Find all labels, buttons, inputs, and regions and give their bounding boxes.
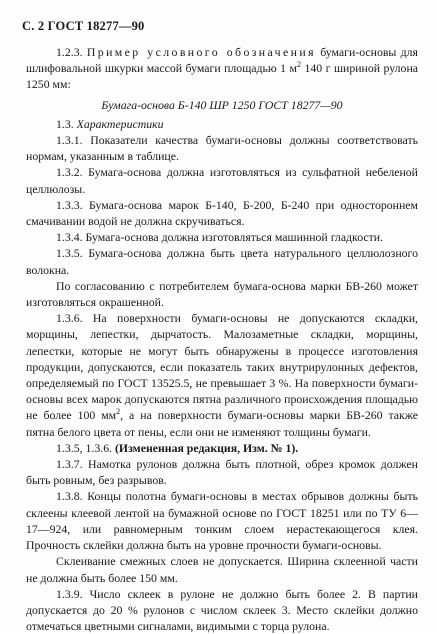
document-body <box>26 44 418 634</box>
superscript: 2 <box>297 60 302 70</box>
section-number: 1.3. <box>56 116 74 131</box>
paragraph-text: бумаги-основы для шлифовальной шкурки массой бумаги площадью 1 м <box>26 45 418 76</box>
designation-example: Бумага-основа Б-140 ШР 1250 ГОСТ 18277—90 <box>101 97 343 112</box>
revision-note <box>26 440 418 456</box>
paragraph-1-3-4: 1.3.4. Бумага-основа должна изготовляться машинной гладкости. <box>56 230 384 245</box>
paragraph-1-3-7: 1.3.7. Намотка рулонов должна быть плотной, обрез кромок должен быть ровным, без разрывов. <box>26 457 418 488</box>
clause-number: 1.3.5, 1.3.6. <box>56 440 113 455</box>
section-heading-1-3 <box>26 116 418 132</box>
paragraph-1-3-8-note: Склеивание смежных слоев не допускается. Ширина склеенной части не должна быть более 150 мм. <box>26 554 418 585</box>
clause-number: 1.2.3. <box>56 45 83 59</box>
revision-text: (Измененная редакция, Изм. № 1). <box>115 440 299 455</box>
paragraph-1-3-8: 1.3.8. Концы полотна бумаги-основы в местах обрывов должны быть склеены клеевой лентой на бумажной основе по ГОСТ 18251 или по ТУ 6—17—924, или равномерным тонким слоем нерастекающегося клея. Прочность склейки должна быть на уровне прочности бумаги-основы. <box>26 489 418 553</box>
paragraph-1-3-5: 1.3.5. Бумага-основа должна быть цвета натурального целлюлозного волокна. <box>26 246 418 277</box>
paragraph-text: , а на поверхности бумаги-основы марки БВ-260 также пятна белого цвета от пены, если они не изменяют толщины бумаги. <box>26 408 418 439</box>
paragraph-1-2-3 <box>26 44 418 93</box>
example-heading: Пример условного обозначения <box>86 45 316 59</box>
page-header: С. 2 ГОСТ 18277—90 <box>22 19 145 33</box>
section-title: Характеристики <box>76 116 164 131</box>
paragraph-text: 140 г шириной рулона 1250 мм: <box>26 61 418 92</box>
paragraph-1-3-9: 1.3.9. Число склеек в рулоне не должно быть более 2. В партии допускается до 20 % рулонов с числом склеек 3. Место склейки должно отмечаться цветными сигналами, видимыми с торца рулона. <box>26 586 418 634</box>
paragraph-1-3-3: 1.3.3. Бумага-основа марок Б-140, Б-200, Б-240 при одностороннем смачивании водой не должна скручиваться. <box>26 197 418 229</box>
superscript: 2 <box>116 407 121 417</box>
paragraph-text: 1.3.6. На поверхности бумаги-основы не допускаются складки, морщины, лепестки, дырчатость. Малозаметные складки, морщины, лепестки, которые не могут быть обнаружены в процессе изготовления продукции, допускаются, если показатель таких внутрирулонных дефектов, определяемый по ГОСТ 13525.5, не превышает 3 %. На поверхности бумаги-основы всех марок допускаются пятна различного происхождения площадью не более 100 мм <box>26 311 418 423</box>
paragraph-1-3-2: 1.3.2. Бумага-основа должна изготовляться из сульфатной небеленой целлюлозы. <box>26 165 418 196</box>
paragraph-1-3-6 <box>26 310 418 440</box>
paragraph-1-3-1: 1.3.1. Показатели качества бумаги-основы должны соответствовать нормам, указанным в таблице. <box>26 133 418 164</box>
paragraph-1-3-5-note: По согласованию с потребителем бумага-основа марки БВ-260 может изготовляться окрашенной. <box>26 278 418 310</box>
